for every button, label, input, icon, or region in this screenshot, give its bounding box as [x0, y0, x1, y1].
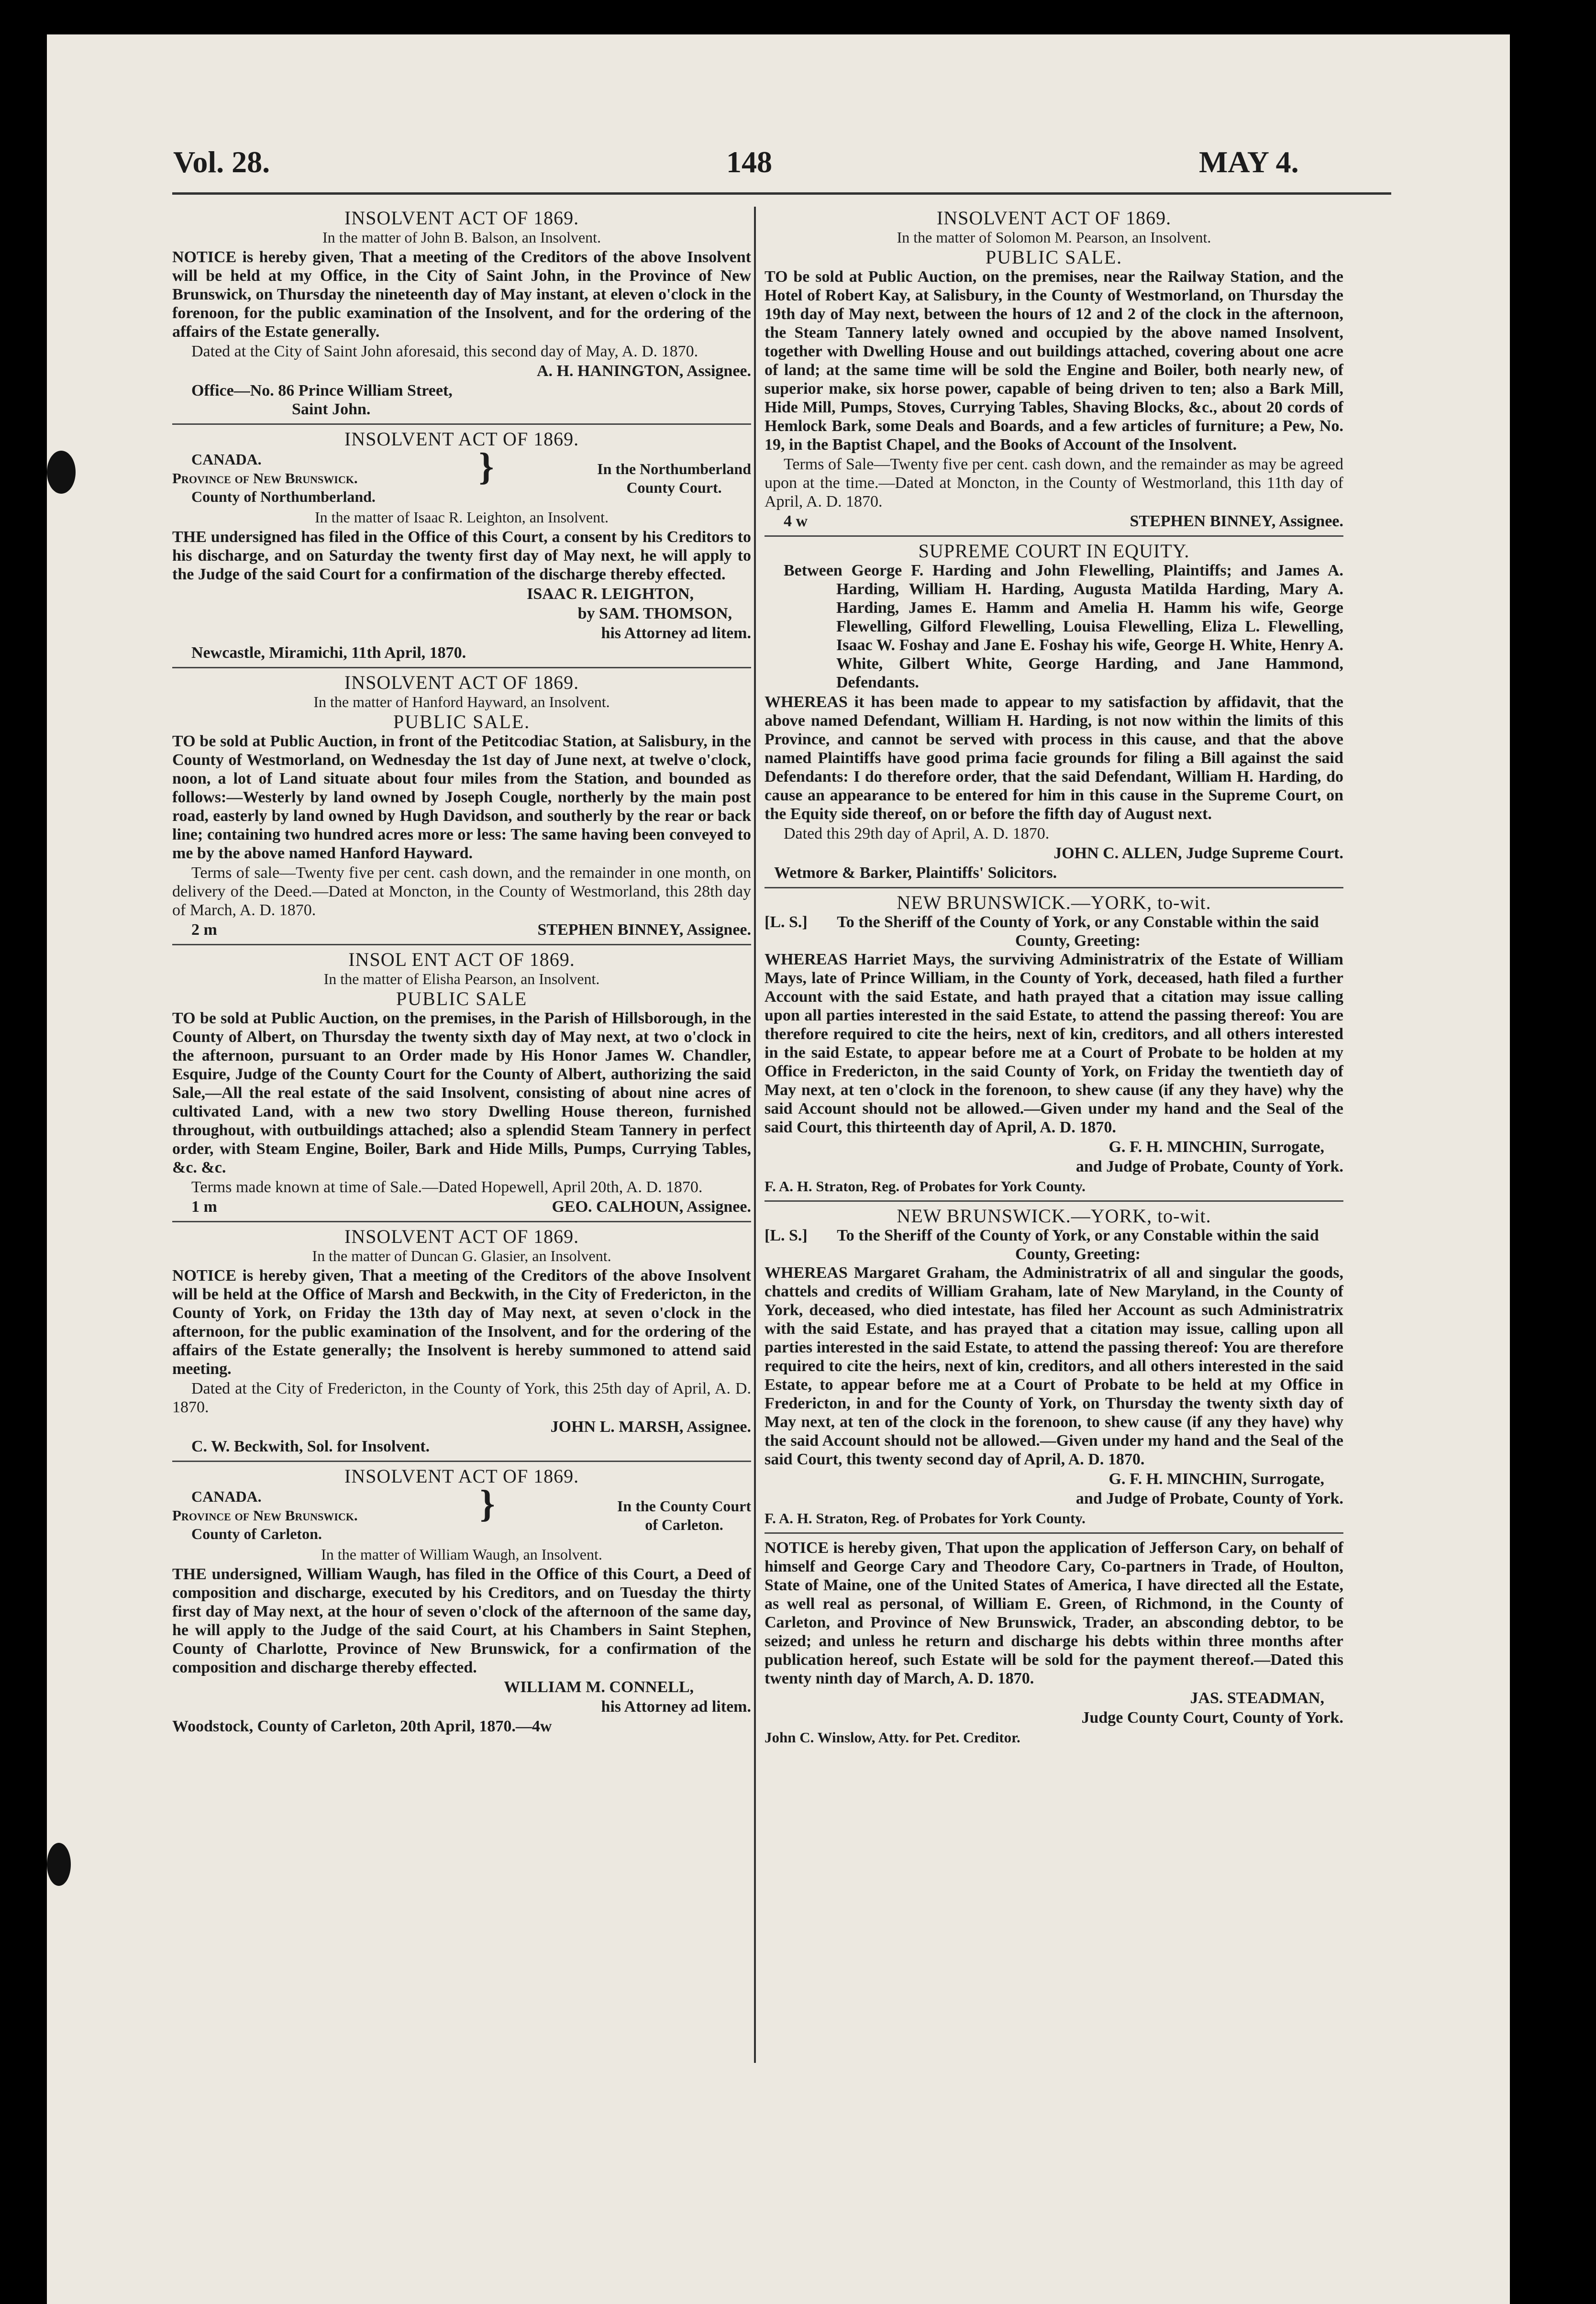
notice-body: NOTICE is hereby given, That upon the application of Jefferson Cary, on behalf of himself and George Cary and Theodore Cary, Co-partners in Trade, of Houlton, State of Maine, one of the United States of America, I have directed all the Estate, as well real as personal, of William E. Green, of Richmond, in the County of Carleton, and Province of New Brunswick, Trader, an absconding debtor, to be seized; and unless he return and discharge his debts within three months after publication hereof, such Estate will be sold for the payment thereof.—Dated this twenty ninth day of March, A. D. 1870.: [765, 1539, 1343, 1687]
office-address: Office—No. 86 Prince William Street,: [191, 382, 453, 399]
notice-body: NOTICE is hereby given, That a meeting of the Creditors of the above Insolvent will be held at the Office of Marsh and Beckwith, in the City of Fredericton, in the County of York, on Friday the 13th day of May next, at seven o'clock in the afternoon, for the public examination of the Insolvent, and for the ordering of the affairs of the Estate generally; the Insolvent is hereby summoned to attend said meeting.: [172, 1267, 751, 1378]
signature-name: G. F. H. MINCHIN, Surrogate,: [1108, 1138, 1324, 1156]
notice-subtitle: In the matter of Elisha Pearson, an Insolvent.: [323, 970, 600, 987]
notice-terms: Terms made known at time of Sale.—Dated Hopewell, April 20th, A. D. 1870.: [191, 1178, 703, 1196]
notice-title: INSOLVENT ACT OF 1869.: [344, 207, 579, 229]
notice-body: TO be sold at Public Auction, on the premises, in the Parish of Hillsborough, in the County of Albert, on Thursday the twenty sixth day of May next, at two o'clock in the afternoon, pursuant to an Order made by His Honor James W. Chandler, Esquire, Judge of the County Court for the County of Albert, authorizing the said Sale,—All the real estate of the said Insolvent, consisting of about nine acres of cultivated Land, with a new two story Dwelling House thereon, furnished throughout, with outbuildings attached; also a splendid Steam Tannery in perfect order, with Steam Engine, Boiler, Bark and Hide Mills, Pumps, Currying Tables, &c. &c.: [172, 1009, 751, 1176]
signature-line: [765, 512, 1343, 531]
signature-role: and Judge of Probate, County of York.: [1075, 1158, 1343, 1175]
citation-addressee: To the Sheriff of the County of York, or any Constable within the said County, Greeting:: [837, 913, 1319, 950]
notice-body: WHEREAS Harriet Mays, the surviving Administratrix of the Estate of William Mays, late of Prince William, in the County of York, deceased, hath filed a further Account with the said Estate, and hath prayed that a citation may issue calling upon all parties interested in the said Estate, to attend the passing thereof: You are therefore required to cite the heirs, next of kin, creditors, and all others interested in the said Estate, to appear before me at a Court of Probate to be holden at my Office in Fredericton, in the said County of York, on Friday the twentieth day of May next, at ten o'clock in the forenoon, to shew cause (if any they have) why the said Account should not be allowed.—Given under my hand and the Seal of the said Court, this thirteenth day of April, A. D. 1870.: [765, 951, 1343, 1136]
notice-body: WHEREAS Margaret Graham, the Administratrix of all and singular the goods, chattels and credits of William Graham, late of New Maryland, in the County of York, deceased, who died intestate, has filed her Account as such Administratrix with the said Estate, and has prayed that a citation may issue, calling upon all parties interested in the said Estate, to attend the passing thereof: You are therefore required to cite the heirs, next of kin, creditors, and all others interested in the said Estate, to appear before me at a Court of Probate to be held at my Office in Fredericton, in and for the County of York, on Thursday the twenty sixth day of May next, at ten of the clock in the forenoon, to shew cause (if any they have) why the said Account should not be allowed.—Given under my hand and the Seal of the said Court, this twenty second day of April, A. D. 1870.: [765, 1264, 1343, 1468]
notice-title: INSOLVENT ACT OF 1869.: [344, 672, 579, 693]
notice-dated: Dated at the City of Fredericton, in the County of York, this 25th day of April, A. D. 1870.: [172, 1380, 751, 1416]
signature-line: [172, 920, 751, 939]
notice-terms: Terms of sale—Twenty five per cent. cash down, and the remainder in one month, on delivery of the Deed.—Dated at Moncton, in the County of Westmorland, this 28th day of March, A. D. 1870.: [172, 864, 751, 919]
office-city: Saint John.: [292, 400, 371, 418]
signature-name: G. F. H. MINCHIN, Surrogate,: [1108, 1470, 1324, 1488]
notice-signature: A. H. HANINGTON, Assignee.: [536, 362, 751, 380]
notice-dated: Newcastle, Miramichi, 11th April, 1870.: [191, 644, 466, 662]
volume-label: Vol. 28.: [173, 145, 270, 179]
notice-subtitle: In the matter of William Waugh, an Insolvent.: [321, 1546, 602, 1563]
court-caption: [172, 446, 751, 506]
notice-signature: JOHN L. MARSH, Assignee.: [550, 1418, 751, 1436]
brace-icon: }: [478, 446, 494, 488]
notice-probate-mays: [765, 893, 1343, 1196]
notice-title: INSOLVENT ACT OF 1869.: [344, 1226, 579, 1247]
notice-dated: Dated this 29th day of April, A. D. 1870.: [784, 825, 1050, 842]
solicitor-line: Wetmore & Barker, Plaintiffs' Solicitors.: [774, 864, 1057, 882]
notice-absconding-debtor: [765, 1539, 1343, 1747]
notice-hayward: [172, 673, 751, 939]
notice-title: NEW BRUNSWICK.—YORK, to-wit.: [897, 892, 1211, 913]
insertion-mark: 4 w: [784, 512, 808, 530]
header-rule: [172, 192, 1391, 195]
notice-dated: Woodstock, County of Carleton, 20th April, 1870.—4w: [172, 1717, 552, 1735]
notice-body: THE undersigned, William Waugh, has filed in the Office of this Court, a Deed of composition and discharge, executed by his Creditors, and on Tuesday the thirty first day of May next, at the hour of seven o'clock of the afternoon of the same day, he will apply to the Judge of the said Court, at his Chambers in Saint Stephen, County of Charlotte, Province of New Brunswick, for a confirmation of the composition and discharge thereby effected.: [172, 1565, 751, 1676]
public-sale-heading: PUBLIC SALE: [396, 988, 528, 1009]
notice-waugh: [172, 1467, 751, 1736]
public-sale-heading: PUBLIC SALE.: [985, 246, 1123, 268]
caption-court-2: County Court.: [626, 479, 722, 496]
caption-county: County of Northumberland.: [191, 488, 376, 505]
column-divider: [754, 207, 756, 2063]
notice-subtitle: In the matter of Hanford Hayward, an Insolvent.: [313, 693, 610, 710]
caption-province: Province of New Brunswick.: [172, 1507, 358, 1524]
caption-county: County of Carleton.: [191, 1525, 322, 1542]
notice-title: INSOLVENT ACT OF 1869.: [344, 428, 579, 450]
signature-role: his Attorney ad litem.: [601, 1698, 751, 1716]
punch-hole-mark: [47, 1843, 71, 1886]
caption-country: CANADA.: [191, 1488, 262, 1505]
notice-body: TO be sold at Public Auction, on the premises, near the Railway Station, and the Hotel of Robert Kay, at Salisbury, in the County of Westmorland, on Thursday the 19th day of May next, between the hours of 12 and 2 of the clock in the afternoon, the Steam Tannery lately owned and occupied by the above named Insolvent, together with Dwelling House and out buildings attached, covering about one acre of land; at the same time will be sold the Engine and Boiler, both nearly new, of superior make, six horse power, capable of being driven to ten; also a Bark Mill, Hide Mill, Pumps, Stoves, Currying Tables, Shaving Blocks, &c., about 20 cords of Hemlock Bark, some Deals and Boards, and a few articles of furniture; a Pew, No. 19, in the Baptist Chapel, and the Books of Account of the Insolvent.: [765, 268, 1343, 454]
separator: [765, 535, 1343, 537]
separator: [172, 944, 751, 945]
notice-body: TO be sold at Public Auction, in front of the Petitcodiac Station, at Salisbury, in the County of Westmorland, on Wednesday the 1st day of June next, at twelve o'clock, noon, a lot of Land situate about four miles from the Station, and bounded as follows:—Westerly by land owned by Joseph Cougle, northerly by the main post road, easterly by land owned by Hugh Davidson, and southerly by the rear or back line; containing two hundred acres more or less: The same having been conveyed to me by the above named Hanford Hayward.: [172, 732, 751, 862]
signature-name: JAS. STEADMAN,: [1190, 1689, 1324, 1707]
attorney-line: John C. Winslow, Atty. for Pet. Creditor.: [765, 1729, 1020, 1746]
notice-signature: STEPHEN BINNEY, Assignee.: [1130, 512, 1343, 530]
registrar-line: F. A. H. Straton, Reg. of Probates for York County.: [765, 1178, 1086, 1195]
notice-body: WHEREAS it has been made to appear to my satisfaction by affidavit, that the above named Defendant, William H. Harding, is not now within the limits of this Province, and cannot be served with process in this cause, and that the above named Plaintiffs have good prima facie grounds for filing a Bill against the said Defendants: I do therefore order, that the said Defendant, William H. Harding, do cause an appearance to be entered for him in this cause in the Supreme Court, on the Equity side thereof, on or before the fifth day of August next.: [765, 693, 1343, 823]
notice-terms: Terms of Sale—Twenty five per cent. cash down, and the remainder as may be agreed upon at the time.—Dated at Moncton, in the County of Westmorland, this 11th day of April, A. D. 1870.: [765, 455, 1343, 510]
notice-body: NOTICE is hereby given, That a meeting of the Creditors of the above Insolvent will be held at my Office, in the City of Saint John, in the Province of New Brunswick, on Thursday the nineteenth day of May instant, at eleven o'clock in the forenoon, for the public examination of the Insolvent, and for the ordering of the affairs of the Estate generally.: [172, 248, 751, 341]
notice-leighton: [172, 430, 751, 662]
notice-subtitle: In the matter of Duncan G. Glasier, an Insolvent.: [312, 1247, 611, 1264]
insertion-mark: 2 m: [191, 921, 217, 939]
gazette-page: [47, 34, 1510, 2304]
separator: [172, 423, 751, 425]
court-caption: [172, 1483, 751, 1543]
caption-country: CANADA.: [191, 451, 262, 468]
notice-dated: Dated at the City of Saint John aforesaid, this second day of May, A. D. 1870.: [191, 343, 698, 360]
caption-court-2: of Carleton.: [645, 1516, 723, 1533]
signature-role: Judge County Court, County of York.: [1081, 1709, 1343, 1727]
notice-glasier: [172, 1227, 751, 1456]
separator: [765, 1200, 1343, 1202]
notice-signature: JOHN C. ALLEN, Judge Supreme Court.: [1053, 844, 1343, 862]
signature-name: ISAAC R. LEIGHTON,: [527, 585, 694, 603]
signature-line: [172, 1197, 751, 1216]
notice-title: INSOL ENT ACT OF 1869.: [348, 949, 575, 970]
seal-mark: [L. S.]: [765, 1227, 808, 1244]
case-parties: Between George F. Harding and John Flewelling, Plaintiffs; and James A. Harding, William H. Harding, Augusta Matilda Harding, Mary A. Harding, James E. Hamm and Amelia H. Hamm his wife, George Flewelling, Gilford Flewelling, Louisa Flewelling, Eliza L. Flewelling, Isaac W. Foshay and Jane E. Foshay his wife, George H. White, Henry A. White, Gilbert White, George Harding, and Jane Hammond, Defendants.: [784, 562, 1343, 691]
signature-role: and Judge of Probate, County of York.: [1075, 1490, 1343, 1507]
citation-address: [765, 1226, 1343, 1263]
right-column: [765, 207, 1343, 1749]
public-sale-heading: PUBLIC SALE.: [393, 711, 531, 732]
notice-title: INSOLVENT ACT OF 1869.: [344, 1465, 579, 1487]
signature-role: his Attorney ad litem.: [601, 624, 751, 642]
issue-date: MAY 4.: [1199, 145, 1299, 179]
notice-probate-graham: [765, 1207, 1343, 1528]
notice-supreme-court: [765, 542, 1343, 882]
notice-subtitle: In the matter of John B. Balson, an Insolvent.: [322, 229, 601, 246]
notice-body: THE undersigned has filed in the Office of this Court, a consent by his Creditors to his discharge, and on Saturday the twenty first day of May next, he will apply to the Judge of the said Court for a confirmation of the discharge thereby effected.: [172, 528, 751, 583]
separator: [172, 1461, 751, 1462]
notice-subtitle: In the matter of Solomon M. Pearson, an Insolvent.: [897, 229, 1211, 246]
notice-signature: GEO. CALHOUN, Assignee.: [552, 1198, 751, 1216]
registrar-line: F. A. H. Straton, Reg. of Probates for York County.: [765, 1510, 1086, 1527]
caption-court: In the County Court: [617, 1497, 751, 1515]
notice-signature: STEPHEN BINNEY, Assignee.: [537, 921, 751, 939]
punch-hole-mark: [47, 451, 76, 494]
left-column: [172, 207, 751, 1738]
signature-by: by SAM. THOMSON,: [577, 605, 732, 622]
seal-mark: [L. S.]: [765, 913, 808, 931]
citation-address: [765, 913, 1343, 950]
notice-pearson-elisha: [172, 950, 751, 1216]
separator: [765, 887, 1343, 888]
caption-province: Province of New Brunswick.: [172, 470, 358, 487]
notice-title: NEW BRUNSWICK.—YORK, to-wit.: [897, 1205, 1211, 1227]
separator: [765, 1532, 1343, 1534]
notice-pearson-solomon: [765, 209, 1343, 531]
signature-name: WILLIAM M. CONNELL,: [504, 1678, 694, 1696]
notice-balson: [172, 209, 751, 419]
separator: [172, 1221, 751, 1222]
caption-court: In the Northumberland: [597, 460, 751, 477]
notice-title: INSOLVENT ACT OF 1869.: [936, 207, 1172, 229]
notice-title: SUPREME COURT IN EQUITY.: [918, 540, 1190, 562]
notice-subtitle: In the matter of Isaac R. Leighton, an Insolvent.: [314, 509, 609, 526]
insertion-mark: 1 m: [191, 1198, 217, 1216]
solicitor-line: C. W. Beckwith, Sol. for Insolvent.: [191, 1438, 430, 1455]
separator: [172, 667, 751, 668]
citation-addressee: To the Sheriff of the County of York, or any Constable within the said County, Greeting:: [837, 1227, 1319, 1263]
brace-icon: }: [480, 1483, 495, 1525]
page-number: 148: [726, 145, 772, 179]
